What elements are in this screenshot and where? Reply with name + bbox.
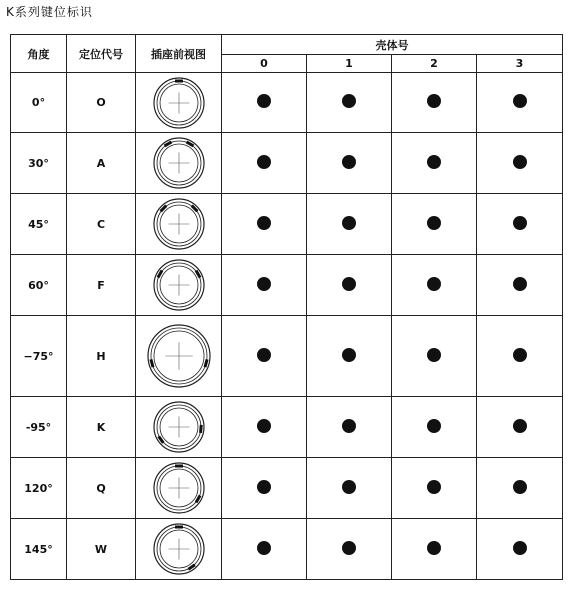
code-cell: O: [67, 73, 136, 133]
filled-dot-icon: [513, 541, 527, 555]
filled-dot-icon: [513, 480, 527, 494]
table-row: [11, 458, 563, 519]
filled-dot-icon: [427, 155, 441, 169]
socket-front-view-cell: [136, 458, 222, 519]
shell-3-cell: [477, 73, 563, 133]
filled-dot-icon: [427, 419, 441, 433]
angle-cell: 120°: [11, 458, 67, 519]
filled-dot-icon: [513, 94, 527, 108]
filled-dot-icon: [342, 216, 356, 230]
filled-dot-icon: [342, 155, 356, 169]
shell-0-cell: [222, 255, 307, 316]
shell-2-cell: [392, 397, 477, 458]
code-cell: K: [67, 397, 136, 458]
shell-0-cell: [222, 73, 307, 133]
shell-1-cell: [307, 316, 392, 397]
header-shell-1: 1: [307, 55, 392, 73]
code-cell: F: [67, 255, 136, 316]
filled-dot-icon: [427, 541, 441, 555]
keyway-mark: [175, 79, 183, 82]
filled-dot-icon: [427, 480, 441, 494]
keyway-mark: [187, 563, 195, 570]
shell-0-cell: [222, 133, 307, 194]
shell-2-cell: [392, 458, 477, 519]
filled-dot-icon: [427, 277, 441, 291]
filled-dot-icon: [513, 419, 527, 433]
shell-0-cell: [222, 316, 307, 397]
filled-dot-icon: [257, 419, 271, 433]
angle-cell: 30°: [11, 133, 67, 194]
filled-dot-icon: [257, 348, 271, 362]
table-row: [11, 255, 563, 316]
shell-3-cell: [477, 397, 563, 458]
filled-dot-icon: [257, 155, 271, 169]
angle-cell: 0°: [11, 73, 67, 133]
socket-front-view-cell: [136, 73, 222, 133]
code-cell: C: [67, 194, 136, 255]
header-shell-group: 壳体号: [222, 35, 563, 55]
page-title: K系列键位标识: [6, 5, 93, 19]
keyway-mark: [159, 205, 167, 213]
shell-3-cell: [477, 519, 563, 580]
socket-front-view-icon: [152, 258, 206, 312]
socket-front-view-cell: [136, 316, 222, 397]
shell-1-cell: [307, 133, 392, 194]
filled-dot-icon: [342, 277, 356, 291]
socket-front-view-icon: [152, 522, 206, 576]
keyway-mark: [199, 425, 203, 433]
shell-3-cell: [477, 133, 563, 194]
shell-0-cell: [222, 194, 307, 255]
filled-dot-icon: [427, 94, 441, 108]
socket-front-view-icon: [146, 323, 212, 389]
angle-cell: 45°: [11, 194, 67, 255]
shell-0-cell: [222, 458, 307, 519]
header-angle: 角度: [11, 35, 67, 73]
header-code: 定位代号: [67, 35, 136, 73]
socket-front-view-icon: [152, 136, 206, 190]
socket-front-view-icon: [152, 197, 206, 251]
angle-cell: -95°: [11, 397, 67, 458]
filled-dot-icon: [427, 348, 441, 362]
angle-cell: 145°: [11, 519, 67, 580]
table-row: [11, 73, 563, 133]
filled-dot-icon: [342, 541, 356, 555]
shell-2-cell: [392, 133, 477, 194]
shell-3-cell: [477, 316, 563, 397]
filled-dot-icon: [342, 419, 356, 433]
filled-dot-icon: [257, 480, 271, 494]
filled-dot-icon: [257, 94, 271, 108]
table-row: [11, 133, 563, 194]
key-position-table: [10, 34, 563, 580]
keyway-mark: [175, 465, 183, 468]
shell-3-cell: [477, 458, 563, 519]
table-row: [11, 519, 563, 580]
socket-front-view-icon: [152, 461, 206, 515]
table-row: [11, 397, 563, 458]
table-row: [11, 194, 563, 255]
filled-dot-icon: [513, 155, 527, 169]
shell-0-cell: [222, 519, 307, 580]
code-cell: A: [67, 133, 136, 194]
angle-cell: 60°: [11, 255, 67, 316]
filled-dot-icon: [257, 216, 271, 230]
socket-front-view-icon: [152, 76, 206, 130]
filled-dot-icon: [342, 94, 356, 108]
shell-2-cell: [392, 255, 477, 316]
angle-cell: −75°: [11, 316, 67, 397]
shell-1-cell: [307, 255, 392, 316]
shell-1-cell: [307, 73, 392, 133]
code-cell: H: [67, 316, 136, 397]
keyway-mark: [175, 526, 183, 529]
filled-dot-icon: [257, 541, 271, 555]
socket-front-view-cell: [136, 519, 222, 580]
shell-0-cell: [222, 397, 307, 458]
header-shell-2: 2: [392, 55, 477, 73]
socket-front-view-cell: [136, 194, 222, 255]
header-shell-3: 3: [477, 55, 563, 73]
filled-dot-icon: [513, 348, 527, 362]
socket-front-view-cell: [136, 255, 222, 316]
keyway-mark: [157, 435, 164, 443]
socket-front-view-icon: [152, 400, 206, 454]
socket-front-view-cell: [136, 133, 222, 194]
header-shell-0: 0: [222, 55, 307, 73]
socket-front-view-cell: [136, 397, 222, 458]
filled-dot-icon: [257, 277, 271, 291]
filled-dot-icon: [513, 277, 527, 291]
keyway-mark: [190, 205, 198, 213]
code-cell: Q: [67, 458, 136, 519]
shell-3-cell: [477, 255, 563, 316]
filled-dot-icon: [342, 480, 356, 494]
table-row: [11, 316, 563, 397]
shell-2-cell: [392, 316, 477, 397]
shell-2-cell: [392, 194, 477, 255]
filled-dot-icon: [513, 216, 527, 230]
shell-1-cell: [307, 519, 392, 580]
shell-2-cell: [392, 519, 477, 580]
shell-1-cell: [307, 397, 392, 458]
header-front-view: 插座前视图: [136, 35, 222, 73]
filled-dot-icon: [342, 348, 356, 362]
shell-1-cell: [307, 194, 392, 255]
filled-dot-icon: [427, 216, 441, 230]
shell-3-cell: [477, 194, 563, 255]
code-cell: W: [67, 519, 136, 580]
shell-2-cell: [392, 73, 477, 133]
shell-1-cell: [307, 458, 392, 519]
